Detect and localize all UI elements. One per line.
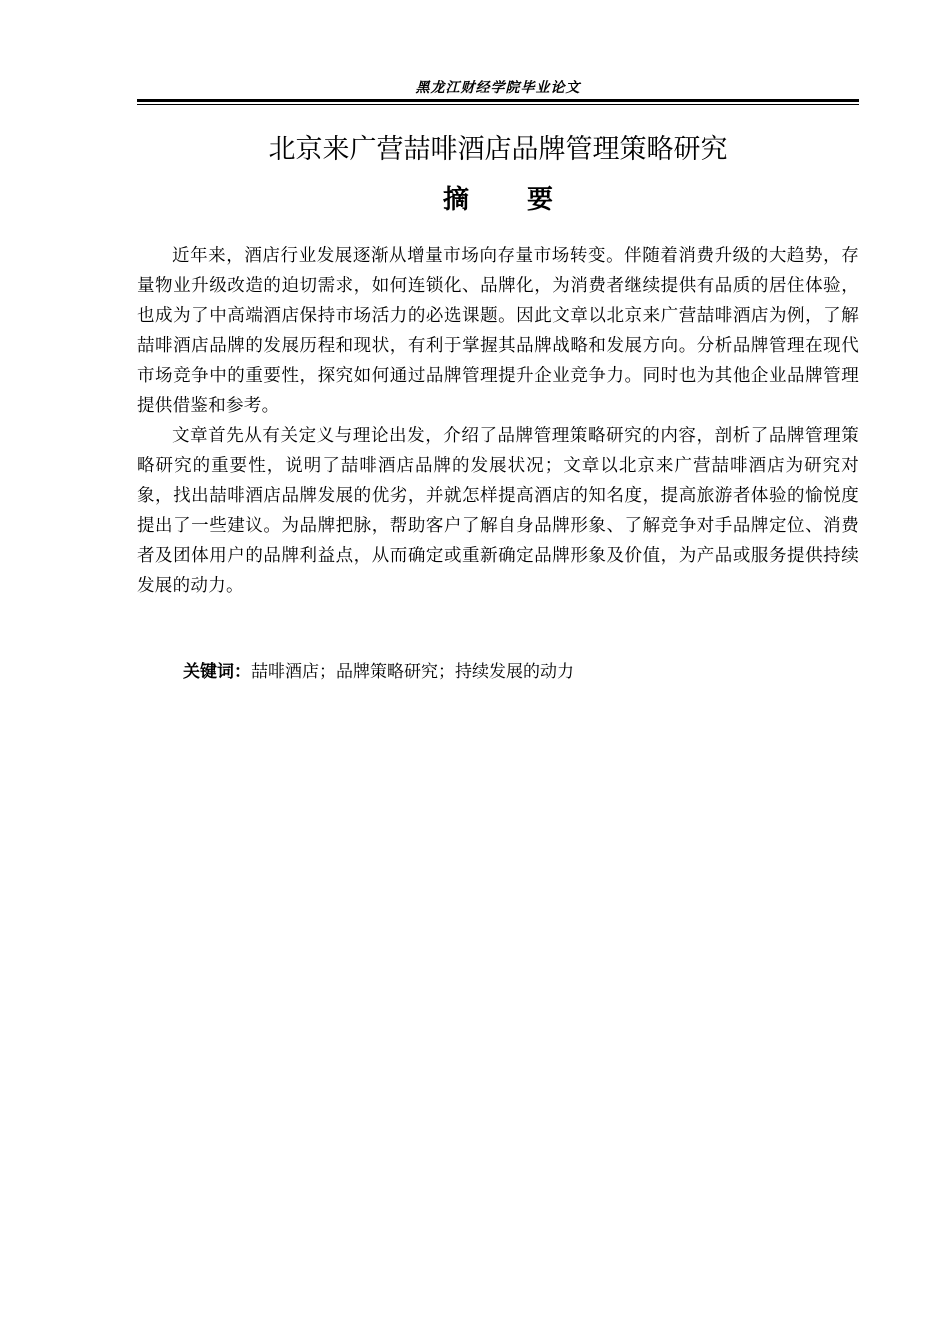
running-header: 黑龙江财经学院毕业论文 xyxy=(415,80,581,96)
thesis-title: 北京来广营喆啡酒店品牌管理策略研究 xyxy=(268,134,728,165)
abstract-heading-left: 摘 xyxy=(442,185,469,215)
abstract-paragraph-1: 近年来，酒店行业发展逐渐从增量市场向存量市场转变。伴随着消费升级的大趋势，存量物业升级改造的迫切需求，如何连锁化、品牌化，为消费者继续提供有品质的居住体验，也成为了中高端酒店保持市场活力的必选课题。因此文章以北京来广营喆啡酒店为例，了解喆啡酒店品牌的发展历程和现状，有利于掌握其品牌战略和发展方向。分析品牌管理在现代市场竞争中的重要性，探究如何通过品牌管理提升企业竞争力。同时也为其他企业品牌管理提供借鉴和参考。 xyxy=(137,246,859,416)
abstract-body xyxy=(137,241,859,601)
header-rule-thin xyxy=(137,104,859,105)
keywords-value: 喆啡酒店；品牌策略研究；持续发展的动力 xyxy=(251,662,574,682)
abstract-paragraph-2: 文章首先从有关定义与理论出发，介绍了品牌管理策略研究的内容，剖析了品牌管理策略研究的重要性，说明了喆啡酒店品牌的发展状况；文章以北京来广营喆啡酒店为研究对象，找出喆啡酒店品牌发展的优劣，并就怎样提高酒店的知名度，提高旅游者体验的愉悦度提出了一些建议。为品牌把脉，帮助客户了解自身品牌形象、了解竞争对手品牌定位、消费者及团体用户的品牌利益点，从而确定或重新确定品牌形象及价值，为产品或服务提供持续发展的动力。 xyxy=(137,426,859,596)
keywords-label: 关键词： xyxy=(183,662,251,682)
abstract-heading-right: 要 xyxy=(527,185,554,215)
abstract-heading xyxy=(137,178,859,222)
header-rule-thick xyxy=(137,99,859,102)
keywords-line xyxy=(183,657,574,687)
